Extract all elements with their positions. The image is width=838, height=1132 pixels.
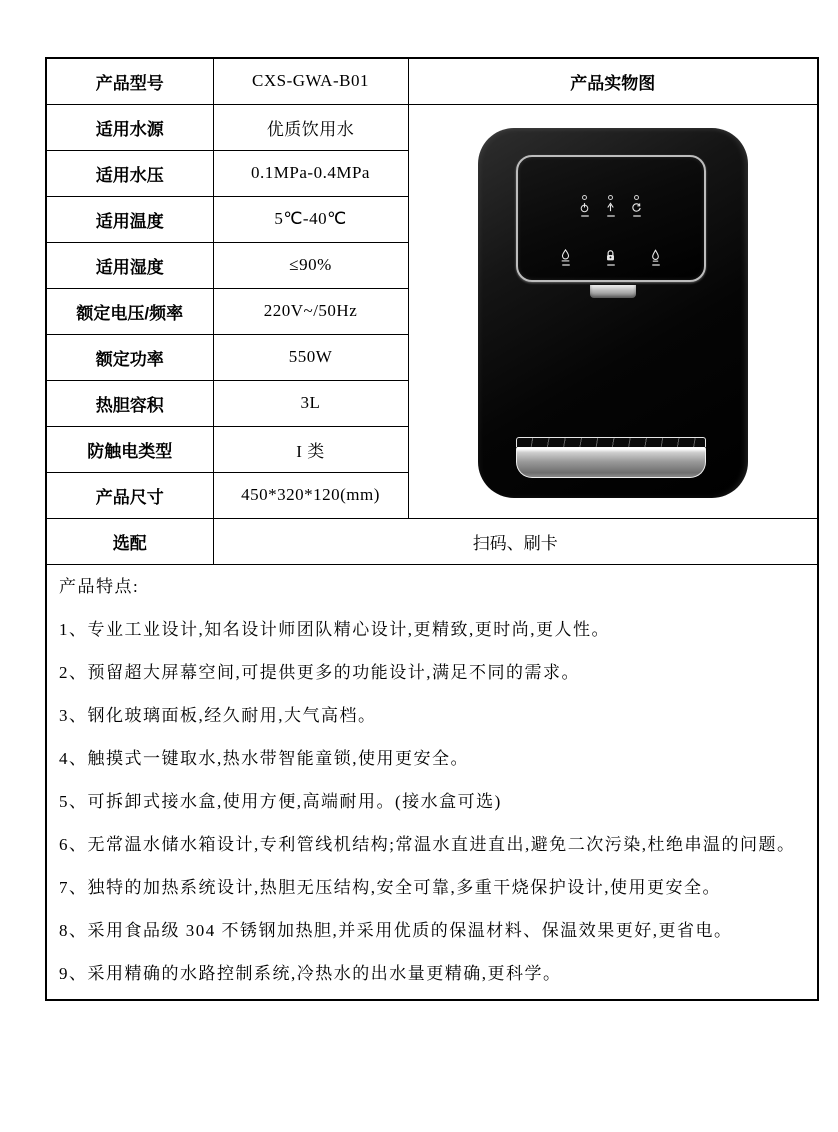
feature-item: 7、独特的加热系统设计,热胆无压结构,安全可靠,多重干烧保护设计,使用更安全。 <box>59 877 721 897</box>
table-row-optional <box>46 518 818 564</box>
spec-label: 适用水压 <box>46 150 213 196</box>
indicator-led <box>634 195 639 200</box>
spec-label: 额定电压/频率 <box>46 288 213 334</box>
icon-label <box>633 215 641 217</box>
water-outlet <box>590 285 636 298</box>
spec-value: 5℃-40℃ <box>213 196 408 242</box>
spec-value: 450*320*120(mm) <box>213 472 408 518</box>
spec-label: 防触电类型 <box>46 426 213 472</box>
spec-value: ≤90% <box>213 242 408 288</box>
spec-label: 额定功率 <box>46 334 213 380</box>
spec-value: 3L <box>213 380 408 426</box>
spec-value: 扫码、刷卡 <box>213 518 818 564</box>
product-spec-table <box>45 57 819 1001</box>
spec-value: 550W <box>213 334 408 380</box>
hot-water-icon <box>558 249 573 266</box>
feature-item: 4、触摸式一键取水,热水带智能童锁,使用更安全。 <box>59 748 469 768</box>
feature-item: 1、专业工业设计,知名设计师团队精心设计,更精致,更时尚,更人性。 <box>59 619 610 639</box>
spec-value: I 类 <box>213 426 408 472</box>
spec-label: 产品型号 <box>46 58 213 104</box>
icon-label <box>652 264 660 266</box>
features-title: 产品特点: <box>59 576 140 596</box>
power-indicator-icon <box>578 195 591 217</box>
icon-label <box>607 264 615 266</box>
filter-indicator-icon <box>604 195 617 217</box>
spec-value: 220V~/50Hz <box>213 288 408 334</box>
table-row <box>46 104 818 150</box>
icon-label <box>607 215 615 217</box>
control-panel <box>516 155 706 282</box>
spec-label: 热胆容积 <box>46 380 213 426</box>
feature-item: 9、采用精确的水路控制系统,冷热水的出水量更精确,更科学。 <box>59 963 562 983</box>
features-row <box>46 564 818 1000</box>
feature-item: 8、采用食品级 304 不锈钢加热胆,并采用优质的保温材料、保温效果更好,更省电。 <box>59 920 733 940</box>
indicator-led <box>608 195 613 200</box>
spec-label: 产品尺寸 <box>46 472 213 518</box>
cycle-indicator-icon <box>630 195 643 217</box>
water-dispenser-photo <box>478 128 748 498</box>
product-photo-cell <box>408 104 818 518</box>
product-features-cell <box>46 564 818 1000</box>
child-lock-icon <box>603 249 618 266</box>
feature-item: 6、无常温水储水箱设计,专利管线机结构;常温水直进直出,避免二次污染,杜绝串温的问题。 <box>59 834 796 854</box>
icon-label <box>562 264 570 266</box>
indicator-row <box>518 195 704 217</box>
spec-label: 适用温度 <box>46 196 213 242</box>
spec-label: 适用水源 <box>46 104 213 150</box>
dispense-water-icon <box>648 249 663 266</box>
table-row <box>46 58 818 104</box>
spec-label: 适用湿度 <box>46 242 213 288</box>
touch-button-row <box>518 249 704 266</box>
icon-label <box>581 215 589 217</box>
spec-value: 优质饮用水 <box>213 104 408 150</box>
feature-item: 3、钢化玻璃面板,经久耐用,大气高档。 <box>59 705 377 725</box>
indicator-led <box>582 195 587 200</box>
feature-item: 5、可拆卸式接水盒,使用方便,高端耐用。(接水盒可选) <box>59 791 502 811</box>
spec-label: 选配 <box>46 518 213 564</box>
spec-value: CXS-GWA-B01 <box>213 58 408 104</box>
feature-item: 2、预留超大屏幕空间,可提供更多的功能设计,满足不同的需求。 <box>59 662 580 682</box>
drip-tray-grille <box>516 437 706 447</box>
image-column-header: 产品实物图 <box>408 58 818 104</box>
spec-value: 0.1MPa-0.4MPa <box>213 150 408 196</box>
drip-tray <box>516 447 706 478</box>
